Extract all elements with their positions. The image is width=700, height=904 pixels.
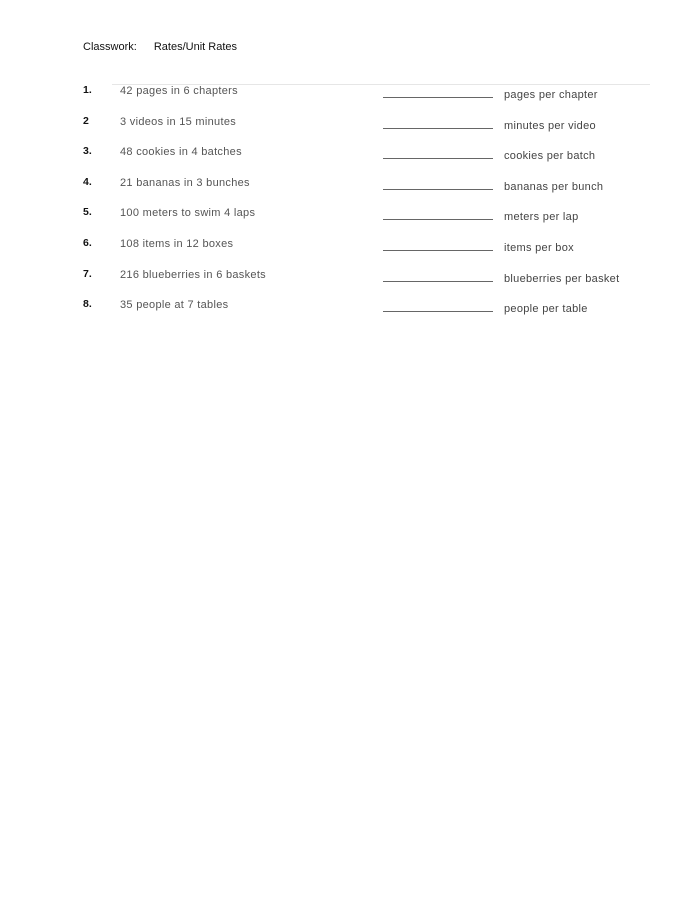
answer-input-8[interactable] [383, 298, 493, 311]
problem-row-4 [0, 175, 700, 206]
heading-label: Classwork: [83, 41, 137, 53]
unit-label: meters per lap [504, 211, 579, 224]
problem-number: 2 [83, 114, 89, 127]
problem-number: 7. [83, 267, 92, 280]
problem-row-7 [0, 267, 700, 298]
problem-number: 3. [83, 145, 92, 158]
problem-row-2 [0, 114, 700, 145]
problem-question: 100 meters to swim 4 laps [120, 207, 256, 220]
problem-row-8 [0, 297, 700, 328]
problem-question: 3 videos in 15 minutes [120, 115, 237, 128]
answer-input-7[interactable] [383, 268, 493, 281]
answer-blank-line [383, 250, 493, 251]
answer-input-2[interactable] [383, 115, 493, 128]
unit-label: items per box [504, 241, 574, 254]
worksheet-heading [83, 41, 237, 53]
unit-label: bananas per bunch [504, 180, 604, 193]
answer-input-1[interactable] [383, 84, 493, 97]
answer-blank-line [383, 281, 493, 282]
answer-blank-line [383, 189, 493, 190]
unit-label: pages per chapter [504, 89, 598, 101]
answer-blank-line [383, 311, 493, 312]
unit-label: blueberries per basket [504, 272, 620, 285]
answer-blank-line [383, 219, 493, 220]
problem-question: 108 items in 12 boxes [120, 237, 234, 250]
unit-label: cookies per batch [504, 150, 596, 163]
answer-input-3[interactable] [383, 145, 493, 158]
problem-number: 6. [83, 236, 92, 249]
worksheet-title: Rates/Unit Rates [153, 41, 238, 53]
problem-number: 4. [83, 175, 92, 188]
problem-row-1 [0, 83, 700, 114]
answer-blank-line [383, 158, 493, 159]
answer-input-4[interactable] [383, 176, 493, 189]
problem-number: 1. [83, 84, 92, 96]
problem-row-5 [0, 205, 700, 236]
problem-row-6 [0, 236, 700, 267]
problem-list [0, 83, 700, 328]
problem-question: 21 bananas in 3 bunches [120, 176, 250, 189]
answer-blank-line [383, 128, 493, 129]
problem-question: 35 people at 7 tables [120, 299, 229, 312]
problem-number: 5. [83, 206, 92, 219]
unit-label: minutes per video [504, 119, 596, 132]
answer-input-5[interactable] [383, 206, 493, 219]
answer-input-6[interactable] [383, 237, 493, 250]
unit-label: people per table [504, 303, 588, 316]
problem-number: 8. [83, 298, 92, 311]
problem-row-3 [0, 144, 700, 175]
problem-question: 48 cookies in 4 batches [120, 146, 242, 159]
answer-blank-line [383, 97, 493, 98]
problem-question: 42 pages in 6 chapters [120, 85, 238, 97]
problem-question: 216 blueberries in 6 baskets [120, 268, 266, 281]
